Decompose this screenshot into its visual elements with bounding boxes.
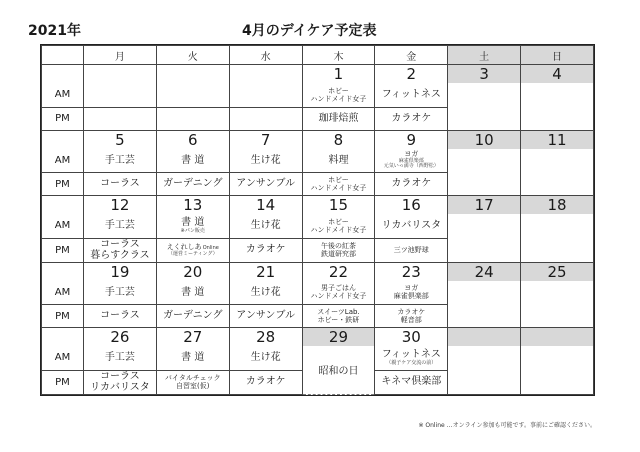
activity-line: [251, 352, 281, 364]
activity-name: 男子ごはん: [320, 284, 356, 293]
am-activity-cell: [84, 281, 157, 305]
am-activity-cell: [448, 83, 521, 130]
activity-list: [375, 376, 447, 388]
activity-name: 手工芸: [104, 220, 135, 231]
activity-line: [328, 176, 349, 184]
activity-list: [230, 376, 302, 388]
activity-line: [100, 239, 140, 251]
activity-line: [318, 316, 360, 324]
activity-list: [84, 155, 156, 167]
activity-name: 生け花: [250, 286, 281, 298]
activity-name: ハンドメイド女子: [310, 292, 367, 301]
am-label: AM: [42, 281, 84, 305]
activity-name: 三ツ池野球: [393, 245, 429, 254]
am-activity-cell: [156, 149, 229, 173]
activity-line: [181, 287, 204, 299]
activity-line: [384, 164, 439, 170]
activity-name: 手工芸: [104, 154, 135, 166]
day-number: 6: [156, 130, 229, 149]
day-number: [229, 65, 302, 84]
am-activity-cell: [229, 149, 302, 173]
am-label: AM: [42, 214, 84, 238]
day-number: 26: [84, 328, 157, 347]
weekday-sat: 土: [448, 46, 521, 65]
day-number: 25: [521, 262, 594, 281]
pm-activity-cell: [156, 370, 229, 394]
activity-list: [84, 310, 156, 322]
am-activity-cell: [302, 149, 375, 173]
activity-name: ハンドメイド女子: [310, 184, 367, 192]
activity-line: [236, 178, 295, 190]
activity-name: ヨガ: [404, 284, 419, 293]
activity-list: [375, 89, 447, 101]
activity-line: [251, 287, 281, 299]
activity-list: [303, 308, 375, 324]
am-activity-cell: [521, 214, 594, 262]
activity-line: [321, 250, 356, 258]
activity-line: [163, 310, 222, 322]
am-activity-cell: [84, 83, 157, 107]
label-blank: [42, 328, 84, 347]
activity-name: ホビー: [328, 217, 349, 226]
activity-name: 手工芸: [104, 286, 135, 298]
day-number: 8: [302, 130, 375, 149]
activity-name: 生け花: [250, 154, 281, 166]
activity-line: [386, 361, 436, 367]
pm-activity-cell: [156, 238, 229, 262]
activity-list: [375, 113, 447, 125]
activity-name: 鉄道研究部: [320, 250, 356, 258]
activity-name: （親子ケア交流の前）: [386, 359, 437, 366]
pm-activity-cell: [156, 107, 229, 130]
pm-label: PM: [42, 238, 84, 262]
pm-activity-cell: [375, 305, 448, 328]
activity-line: [181, 352, 204, 364]
activity-name: 暮らすクラス: [90, 250, 150, 261]
activity-list: [84, 220, 156, 232]
activity-list: [157, 155, 229, 167]
day-number: 17: [448, 196, 521, 215]
activity-list: [230, 287, 302, 299]
am-activity-cell: [521, 281, 594, 328]
label-blank: [42, 196, 84, 215]
activity-list: [157, 310, 229, 322]
pm-activity-cell: [302, 107, 375, 130]
am-activity-cell: [302, 281, 375, 305]
label-blank: [42, 65, 84, 84]
day-number: 27: [156, 328, 229, 347]
activity-name: ガーデニング: [163, 178, 223, 190]
activity-list: [157, 178, 229, 190]
am-activity-cell: [375, 83, 448, 107]
activity-line: [382, 89, 441, 101]
activity-list: [157, 287, 229, 299]
activity-list: [230, 352, 302, 364]
activity-name: アンサンブル: [236, 310, 295, 322]
pm-activity-cell: [84, 370, 157, 394]
am-activity-cell: [375, 214, 448, 238]
day-number: [84, 65, 157, 84]
activity-line: [382, 349, 441, 361]
day-number: 5: [84, 130, 157, 149]
activity-list: [230, 310, 302, 322]
holiday-name: 昭和の日: [318, 366, 359, 378]
activity-name: コーラス: [100, 370, 140, 382]
day-number: 12: [84, 196, 157, 215]
am-activity-cell: [229, 346, 302, 370]
pm-label: PM: [42, 173, 84, 196]
am-activity-cell: [448, 346, 521, 394]
activity-line: [317, 308, 359, 316]
week-am-row: [42, 214, 594, 238]
day-number: 29: [302, 328, 375, 347]
day-number: 15: [302, 196, 375, 215]
activity-list: [303, 113, 375, 125]
footnote: ※ Online …オンライン参加も可能です。事前にご確認ください。: [418, 422, 596, 429]
day-number: 4: [521, 65, 594, 84]
activity-list: [230, 244, 302, 256]
activity-list: [157, 374, 229, 390]
day-number: 11: [521, 130, 594, 149]
activity-name: ヨガ: [404, 150, 419, 159]
activity-name: 料理: [328, 154, 349, 166]
activity-name: ホビー: [328, 175, 349, 184]
day-number: 14: [229, 196, 302, 215]
activity-list: [230, 220, 302, 232]
activity-name: 生け花: [250, 220, 281, 231]
pm-activity-cell: [375, 238, 448, 262]
pm-activity-cell: [84, 305, 157, 328]
label-blank: [42, 262, 84, 281]
day-number: [448, 328, 521, 347]
pm-activity-cell: [375, 173, 448, 196]
activity-line: [318, 113, 358, 125]
activity-name: 麻雀倶楽部: [398, 157, 424, 164]
activity-line: [246, 244, 286, 256]
calendar-grid: [40, 44, 595, 396]
activity-line: [391, 178, 431, 190]
activity-list: [230, 155, 302, 167]
activity-name: カラオケ: [391, 178, 432, 190]
pm-label: PM: [42, 370, 84, 394]
am-activity-cell: [448, 149, 521, 196]
activity-name: リカバリスタ: [381, 220, 442, 231]
day-number: 28: [229, 328, 302, 347]
activity-line: [328, 87, 349, 95]
activity-name: キネマ倶楽部: [381, 376, 442, 388]
day-number: [156, 65, 229, 84]
activity-name: リカバリスタ: [90, 382, 150, 393]
am-activity-cell: [302, 83, 375, 107]
pm-activity-cell: [375, 107, 448, 130]
activity-line: [251, 155, 281, 167]
activity-line: [181, 217, 204, 229]
am-activity-cell: [448, 281, 521, 328]
activity-name: ホビー: [328, 86, 349, 95]
am-activity-cell: [375, 149, 448, 173]
activity-list: [84, 371, 156, 394]
activity-name: 書 道: [181, 154, 205, 166]
am-label: AM: [42, 149, 84, 173]
am-activity-cell: [156, 346, 229, 370]
week-am-row: [42, 346, 594, 370]
activity-list: [375, 284, 447, 300]
activity-list: [303, 218, 375, 234]
pm-activity-cell: [302, 173, 375, 196]
label-blank: [42, 130, 84, 149]
activity-line: [100, 178, 140, 190]
activity-list: [303, 155, 375, 167]
day-number: 19: [84, 262, 157, 281]
am-activity-cell: [84, 149, 157, 173]
activity-name: 手工芸: [104, 352, 135, 363]
activity-list: [84, 287, 156, 299]
weekday-fri: 金: [375, 46, 448, 65]
day-number: [521, 328, 594, 347]
activity-line: [105, 155, 135, 167]
am-label: AM: [42, 83, 84, 107]
activity-line: [311, 292, 367, 300]
pm-activity-cell: [229, 107, 302, 130]
pm-activity-cell: [84, 238, 157, 262]
activity-line: [163, 178, 222, 190]
activity-list: [303, 87, 375, 103]
activity-line: [105, 287, 135, 299]
pm-label: PM: [42, 305, 84, 328]
activity-list: [375, 150, 447, 170]
activity-name: 午後の紅茶: [320, 241, 356, 250]
day-number: 30: [375, 328, 448, 347]
activity-list: [375, 246, 447, 254]
activity-name: カラオケ: [245, 376, 286, 388]
pm-activity-cell: [229, 238, 302, 262]
activity-line: [381, 220, 441, 232]
activity-name: 麻雀倶楽部: [393, 292, 429, 301]
am-activity-cell: [84, 346, 157, 370]
activity-name: 軽音部: [400, 316, 422, 324]
week-date-row: [42, 196, 594, 215]
activity-name: フィットネス: [381, 89, 441, 100]
activity-line: [321, 242, 356, 250]
weekday-wed: 水: [229, 46, 302, 65]
activity-name: 珈琲焙煎: [318, 112, 359, 124]
day-number: 2: [375, 65, 448, 84]
day-number: 21: [229, 262, 302, 281]
day-number: 10: [448, 130, 521, 149]
activity-name: 書 道: [181, 286, 205, 298]
activity-line: [246, 376, 286, 388]
am-activity-cell: [375, 346, 448, 370]
week-date-row: [42, 262, 594, 281]
activity-list: [157, 217, 229, 234]
activity-line: [105, 352, 135, 364]
week-date-row: [42, 328, 594, 347]
activity-name: バイタルチェック: [164, 373, 221, 382]
am-activity-cell: [521, 149, 594, 196]
pm-label: PM: [42, 107, 84, 130]
activity-line: [401, 316, 422, 324]
activity-name: 元気いっ満寺（西野松）: [383, 163, 439, 170]
activity-list: [84, 239, 156, 262]
activity-name: 書 道: [181, 217, 205, 229]
activity-list: [303, 176, 375, 192]
activity-line: [176, 382, 209, 390]
day-number: 16: [375, 196, 448, 215]
page-title: 4月のデイケア予定表: [242, 23, 377, 39]
pm-activity-cell: [302, 238, 375, 262]
holiday-cell: [302, 346, 375, 394]
activity-line: [311, 184, 367, 192]
activity-list: [375, 178, 447, 190]
activity-line: [236, 310, 295, 322]
activity-name: フィットネス: [381, 349, 441, 361]
day-number: 1: [302, 65, 375, 84]
activity-name: アンサンブル: [236, 178, 295, 190]
weekday-tue: 火: [156, 46, 229, 65]
pm-activity-cell: [229, 305, 302, 328]
weekday-header-row: [42, 46, 594, 65]
am-activity-cell: [229, 214, 302, 238]
activity-line: [105, 220, 135, 232]
day-number: 18: [521, 196, 594, 215]
activity-name: カラオケ: [245, 244, 286, 256]
activity-list: [84, 178, 156, 190]
activity-name: 書 道: [181, 352, 205, 363]
activity-line: [394, 246, 429, 254]
day-number: 7: [229, 130, 302, 149]
activity-name: コーラス: [100, 238, 140, 250]
activity-line: [165, 374, 221, 382]
activity-name: ホビー・鉄研: [317, 316, 360, 324]
activity-list: [157, 243, 229, 258]
weekday-thu: 木: [302, 46, 375, 65]
activity-line: [394, 292, 429, 300]
activity-line: [251, 220, 281, 232]
activity-name: カラオケ: [391, 112, 432, 124]
activity-line: [397, 308, 425, 316]
pm-activity-cell: [229, 173, 302, 196]
activity-name: ハンドメイド女子: [310, 225, 367, 234]
pm-activity-cell: [84, 173, 157, 196]
am-activity-cell: [156, 281, 229, 305]
activity-line: [181, 229, 205, 235]
activity-name: コーラス: [100, 178, 140, 190]
day-number: 24: [448, 262, 521, 281]
am-activity-cell: [521, 83, 594, 130]
am-activity-cell: [229, 83, 302, 107]
am-activity-cell: [229, 281, 302, 305]
week-am-row: [42, 281, 594, 305]
am-activity-cell: [156, 214, 229, 238]
am-activity-cell: [375, 281, 448, 305]
activity-name: （運営ミーティング）: [167, 250, 218, 257]
am-activity-cell: [302, 214, 375, 238]
activity-line: [381, 376, 441, 388]
activity-name: ガーデニング: [163, 310, 223, 322]
pm-activity-cell: [156, 173, 229, 196]
activity-list: [375, 220, 447, 232]
day-number: 20: [156, 262, 229, 281]
activity-line: [311, 226, 367, 234]
am-activity-cell: [156, 83, 229, 107]
activity-line: [100, 371, 140, 383]
year-label: 2021年: [28, 23, 81, 39]
activity-line: [90, 382, 150, 394]
pm-activity-cell: [302, 305, 375, 328]
activity-line: [100, 310, 140, 322]
week-date-row: [42, 65, 594, 84]
activity-list: [230, 178, 302, 190]
day-number: 9: [375, 130, 448, 149]
activity-name: ※パン販売: [180, 227, 205, 234]
day-number: 3: [448, 65, 521, 84]
activity-line: [328, 218, 349, 226]
activity-line: [391, 113, 431, 125]
activity-list: [375, 308, 447, 324]
activity-line: [181, 155, 204, 167]
week-am-row: [42, 149, 594, 173]
activity-line: [328, 155, 348, 167]
activity-list: [157, 352, 229, 364]
day-number: 13: [156, 196, 229, 215]
week-am-row: [42, 83, 594, 107]
activity-name: コーラス: [100, 310, 140, 322]
am-label: AM: [42, 346, 84, 370]
activity-name: スイーツLab.: [317, 307, 360, 316]
activity-line: [168, 252, 218, 258]
day-number: 22: [302, 262, 375, 281]
day-number: 23: [375, 262, 448, 281]
am-activity-cell: [84, 214, 157, 238]
activity-list: [303, 284, 375, 300]
activity-name: ハンドメイド女子: [310, 94, 367, 103]
activity-list: [84, 352, 156, 364]
online-tag: Online: [202, 244, 219, 251]
activity-name: えくれしあ: [166, 242, 202, 251]
activity-list: [303, 242, 375, 258]
activity-name: カラオケ: [397, 307, 426, 316]
pm-activity-cell: [229, 370, 302, 394]
am-activity-cell: [448, 214, 521, 262]
activity-list: [375, 349, 447, 366]
activity-line: [90, 250, 149, 262]
header-corner: [42, 46, 84, 65]
activity-line: [311, 95, 367, 103]
pm-activity-cell: [375, 370, 448, 394]
week-date-row: [42, 130, 594, 149]
weekday-sun: 日: [521, 46, 594, 65]
pm-activity-cell: [84, 107, 157, 130]
activity-name: 生け花: [250, 352, 281, 363]
activity-name: 自習室(仮): [176, 382, 210, 390]
weekday-mon: 月: [84, 46, 157, 65]
am-activity-cell: [521, 346, 594, 394]
pm-activity-cell: [156, 305, 229, 328]
